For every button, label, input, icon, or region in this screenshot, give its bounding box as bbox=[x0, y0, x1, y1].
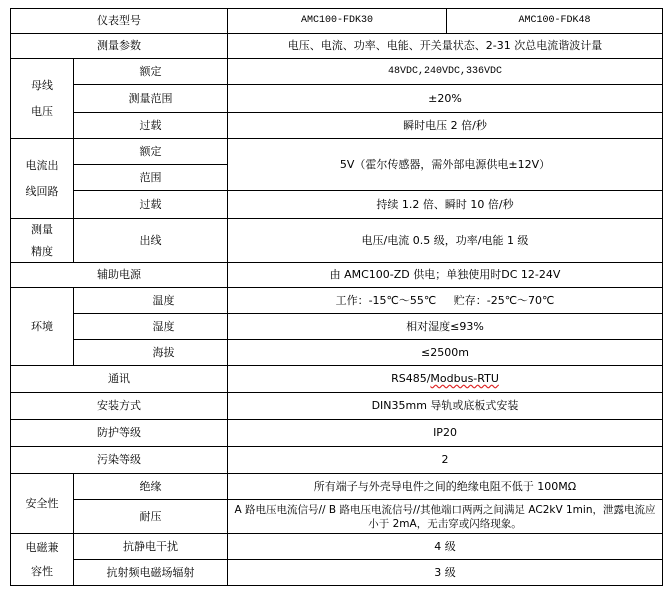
row-measure bbox=[11, 34, 663, 59]
safety-label: 安全性 bbox=[11, 474, 74, 534]
row-env-altitude bbox=[11, 340, 663, 366]
bus-voltage-label-line1: 母线 bbox=[31, 78, 53, 92]
row-env-temp bbox=[11, 288, 663, 314]
measure-value: 电压、电流、功率、电能、开关量状态、2-31 次总电流谐波计量 bbox=[228, 34, 663, 59]
current-rated-value: 5V（霍尔传感器，需外部电源供电±12V） bbox=[228, 139, 663, 191]
current-rated-label: 额定 bbox=[74, 139, 228, 165]
row-bus-overload bbox=[11, 113, 663, 139]
comm-value-prefix: RS485/ bbox=[391, 372, 431, 385]
env-temp-label: 温度 bbox=[74, 288, 228, 314]
row-current-overload bbox=[11, 191, 663, 219]
emc-rf-label: 抗射频电磁场辐射 bbox=[74, 560, 228, 586]
aux-power-value: 由 AMC100-ZD 供电；单独使用时DC 12-24V bbox=[228, 263, 663, 288]
row-model bbox=[11, 9, 663, 34]
measure-label: 测量参数 bbox=[11, 34, 228, 59]
row-comm bbox=[11, 366, 663, 393]
comm-value-protocol: Modbus-RTU bbox=[430, 372, 499, 385]
bus-range-label: 测量范围 bbox=[74, 85, 228, 113]
env-altitude-label: 海拔 bbox=[74, 340, 228, 366]
spec-table bbox=[10, 8, 663, 586]
safety-withstand-label: 耐压 bbox=[74, 500, 228, 534]
emc-esd-label: 抗静电干扰 bbox=[74, 534, 228, 560]
row-pollution bbox=[11, 447, 663, 474]
accuracy-label bbox=[11, 219, 74, 263]
bus-overload-label: 过载 bbox=[74, 113, 228, 139]
model-value-1: AMC100-FDK30 bbox=[228, 9, 447, 34]
accuracy-label-line2: 精度 bbox=[31, 244, 53, 258]
pollution-label: 污染等级 bbox=[11, 447, 228, 474]
install-label: 安装方式 bbox=[11, 393, 228, 420]
row-bus-range bbox=[11, 85, 663, 113]
accuracy-outlet-label: 出线 bbox=[74, 219, 228, 263]
env-temp-value: 工作：-15℃～55℃ 贮存：-25℃～70℃ bbox=[228, 288, 663, 314]
row-accuracy bbox=[11, 219, 663, 263]
row-emc-esd bbox=[11, 534, 663, 560]
protection-label: 防护等级 bbox=[11, 420, 228, 447]
emc-esd-value: 4 级 bbox=[228, 534, 663, 560]
row-env-humidity bbox=[11, 314, 663, 340]
bus-range-value: ±20% bbox=[228, 85, 663, 113]
env-humidity-value: 相对湿度≤93% bbox=[228, 314, 663, 340]
safety-withstand-value: A 路电压电流信号// B 路电压电流信号//其他端口两两之间满足 AC2kV 1min，泄露电流应小于 2mA，无击穿或闪络现象。 bbox=[228, 500, 663, 534]
comm-label: 通讯 bbox=[11, 366, 228, 393]
current-overload-value: 持续 1.2 倍、瞬时 10 倍/秒 bbox=[228, 191, 663, 219]
row-safety-insulation bbox=[11, 474, 663, 500]
bus-voltage-label-line2: 电压 bbox=[31, 104, 53, 118]
emc-label bbox=[11, 534, 74, 586]
protection-value: IP20 bbox=[228, 420, 663, 447]
emc-label-line1: 电磁兼 bbox=[25, 540, 59, 554]
pollution-value: 2 bbox=[228, 447, 663, 474]
model-value-2: AMC100-FDK48 bbox=[447, 9, 663, 34]
current-out-label bbox=[11, 139, 74, 219]
accuracy-label-line1: 测量 bbox=[31, 222, 53, 236]
bus-voltage-label bbox=[11, 59, 74, 139]
aux-power-label: 辅助电源 bbox=[11, 263, 228, 288]
safety-insulation-label: 绝缘 bbox=[74, 474, 228, 500]
bus-overload-value: 瞬时电压 2 倍/秒 bbox=[228, 113, 663, 139]
install-value: DIN35mm 导轨或底板式安装 bbox=[228, 393, 663, 420]
model-label: 仪表型号 bbox=[11, 9, 228, 34]
row-aux-power bbox=[11, 263, 663, 288]
row-install bbox=[11, 393, 663, 420]
row-safety-withstand bbox=[11, 500, 663, 534]
environment-label: 环境 bbox=[11, 288, 74, 366]
current-range-label: 范围 bbox=[74, 165, 228, 191]
current-out-label-line2: 线回路 bbox=[25, 184, 59, 198]
accuracy-outlet-value: 电压/电流 0.5 级，功率/电能 1 级 bbox=[228, 219, 663, 263]
row-emc-rf bbox=[11, 560, 663, 586]
current-out-label-line1: 电流出 bbox=[25, 158, 59, 172]
comm-value bbox=[228, 366, 663, 393]
emc-rf-value: 3 级 bbox=[228, 560, 663, 586]
bus-rated-value: 48VDC,240VDC,336VDC bbox=[228, 59, 663, 85]
row-protection bbox=[11, 420, 663, 447]
env-humidity-label: 湿度 bbox=[74, 314, 228, 340]
current-overload-label: 过载 bbox=[74, 191, 228, 219]
emc-label-line2: 容性 bbox=[31, 564, 53, 578]
env-altitude-value: ≤2500m bbox=[228, 340, 663, 366]
safety-insulation-value: 所有端子与外壳导电件之间的绝缘电阻不低于 100MΩ bbox=[228, 474, 663, 500]
row-bus-rated bbox=[11, 59, 663, 85]
row-current-rated bbox=[11, 139, 663, 165]
bus-rated-label: 额定 bbox=[74, 59, 228, 85]
